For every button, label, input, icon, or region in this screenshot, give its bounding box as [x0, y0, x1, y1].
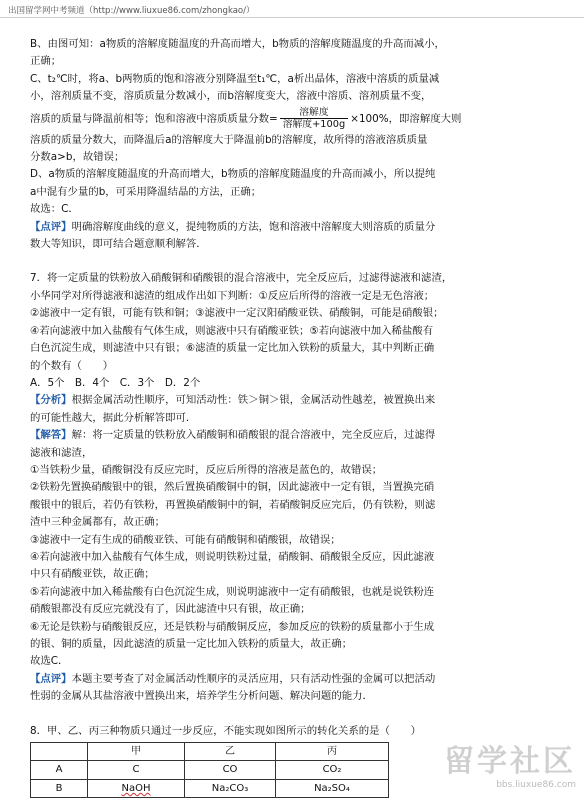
text-line: C、t₂℃时，将a、b两物质的饱和溶液分别降温至t₁℃，a析出晶体，溶液中溶质的质量减: [30, 72, 440, 85]
text-segment: 根据金属活动性顺序，可知活动性：铁＞铜＞银，金属活动性越差，被置换出来: [71, 394, 436, 407]
text-line: B、由图可知：a物质的溶解度随温度的升高而增大，b物质的溶解度随温度的升高而减小，: [30, 38, 445, 50]
question-line: 7．将一定质量的铁粉放入硝酸铜和硝酸银的混合溶液中，完全反应后，过滤得滤液和滤渣，: [30, 272, 453, 285]
formula-line: [30, 106, 556, 132]
spacer: [30, 253, 556, 270]
table-cell: C: [88, 761, 185, 779]
analysis-tag: 【分析】: [30, 394, 72, 407]
text-segment: 溶质的质量与降温前相等；饱和溶液中溶质质量分数=: [30, 112, 278, 125]
text-line: 数大等知识，即可结合题意顺利解答．: [30, 238, 207, 251]
text-segment: 明确溶解度曲线的意义，提纯物质的方法，饱和溶液中溶解度大则溶质的质量分: [71, 220, 436, 233]
table-header-cell: 丙: [276, 743, 389, 761]
table-cell: CO₂: [276, 761, 389, 779]
fraction-numerator: 溶解度: [280, 107, 349, 119]
text-line: ①当铁粉少量，硝酸铜没有反应完时，反应后所得的溶液是蓝色的，故错误；: [30, 463, 383, 476]
question-line: ④若向滤液中加入盐酸有气体生成，则滤液中只有硝酸亚铁；⑤若向滤液中加入稀盐酸有: [30, 324, 434, 337]
question-line: 白色沉淀生成，则滤渣中只有银；⑥滤渣的质量一定比加入铁粉的质量大，其中判断正确: [30, 342, 435, 355]
text-line: 的银、铜的质量，因此滤渣的质量一定比加入铁粉的质量大，故正确；: [30, 638, 353, 650]
table-cell: CO: [185, 761, 276, 779]
watermark-logo-text: 留学社区: [444, 744, 576, 779]
question-line: 小华同学对所得滤液和滤渣的组成作出如下判断：①反应后所得的溶液一定是无色溶液；: [30, 289, 435, 302]
table-cell: Na₂SO₄: [276, 779, 389, 797]
text-line: 的可能性越大，据此分析解答即可．: [30, 411, 197, 424]
table-header-cell: 甲: [88, 743, 185, 761]
watermark-url: bbs.liuxue86.com: [496, 780, 576, 790]
text-line: ⑤若向滤液中加入稀盐酸有白色沉淀生成，则说明滤液中一定有硝酸银，也就是说铁粉连: [30, 585, 435, 598]
table-header-cell: [31, 743, 88, 761]
table-cell: NaOH: [88, 779, 185, 797]
watermark: [444, 736, 576, 790]
text-line: D、a物质的溶解度随温度的升高而增大，b物质的溶解度随温度的升高而减小，所以提纯: [30, 168, 436, 181]
text-segment: 本题主要考查了对金属活动性顺序的灵活应用，只有活动性强的金属可以把活动: [71, 672, 436, 685]
text-line: ③滤液中一定有生成的硝酸亚铁、可能有硝酸铜和硝酸银，故错误；: [30, 533, 341, 546]
table-row: [31, 779, 389, 797]
text-line: ②铁粉先置换硝酸银中的银，然后置换硝酸铜中的铜，因此滤液中一定有银，当置换完硝: [30, 481, 435, 494]
header-divider: [0, 17, 584, 18]
comment-tag: 【点评】: [30, 672, 72, 685]
text-line: 硝酸银都没有反应完就没有了，因此滤渣中只有银，故正确；: [30, 603, 311, 616]
text-line: 滤液和滤渣，: [30, 446, 93, 459]
text-line: ④若向滤液中加入盐酸有气体生成，则说明铁粉过量，硝酸铜、硝酸银全反应，因此滤液: [30, 550, 435, 563]
table-header-cell: 乙: [185, 743, 276, 761]
table-cell: B: [31, 779, 88, 797]
answer-line: 故选：C．: [30, 203, 79, 216]
text-line: 小，溶剂质量不变，溶质质量分数减小，而b溶解度变大，溶液中溶质、溶剂质量不变，: [30, 90, 432, 103]
solution-tag: 【解答】: [30, 429, 72, 442]
text-line: 正确；: [30, 55, 62, 68]
table-cell: A: [31, 761, 88, 779]
comment-line: [30, 219, 556, 236]
text-line: ⑥无论是铁粉与硝酸银反应，还是铁粉与硝酸铜反应，参加反应的铁粉的质量都小于生成: [30, 620, 435, 633]
comment-line: [30, 671, 556, 688]
text-segment: 解：将一定质量的铁粉放入硝酸铜和硝酸银的混合溶液中，完全反应后，过滤得: [71, 429, 436, 442]
question-line: 的个数有（ ）: [30, 359, 114, 372]
text-line: 性弱的金属从其盐溶液中置换出来，培养学生分析问题、解决问题的能力．: [30, 690, 373, 703]
fraction: [280, 107, 349, 130]
fraction-denominator: 溶解度+100g: [282, 119, 346, 131]
options-line: A．5个 B．4个 C．3个 D．2个: [30, 376, 201, 389]
comment-tag: 【点评】: [30, 220, 72, 233]
table-row: [31, 761, 389, 779]
text-line: a中混有少量的b，可采用降温结晶的方法，正确；: [30, 185, 262, 198]
text-segment: ×100%，即溶解度大则: [350, 112, 462, 125]
text-line: 溶质的质量分数大，而降温后a的溶解度大于降温前b的溶解度，故所得的溶液溶质质量: [30, 133, 428, 146]
text-line: 分数a>b，故错误；: [30, 151, 125, 164]
page-header: 出国留学网中考频道（http://www.liuxue86.com/zhongkao/）: [8, 6, 255, 16]
table-header-row: [31, 743, 389, 761]
table-cell: Na₂CO₃: [185, 779, 276, 797]
spacer: [30, 706, 556, 723]
question-line: ②滤液中一定有银，可能有铁和铜；③滤液中一定汉阳硝酸亚铁、硝酸铜，可能是硝酸银；: [30, 307, 444, 320]
answer-line: 故选C．: [30, 655, 69, 668]
analysis-line: [30, 392, 556, 409]
text-line: 渣中三种金属都有，故正确；: [30, 516, 166, 529]
text-line: 中只有硝酸亚铁，故正确；: [30, 568, 155, 581]
document-body: [30, 36, 556, 798]
options-table: [30, 742, 389, 798]
question-line: 8．甲、乙、丙三种物质只通过一步反应，不能实现如图所示的转化关系的是（ ）: [30, 724, 422, 737]
solution-line: [30, 427, 556, 444]
text-line: 酸银中的银后，若仍有铁粉，再置换硝酸铜中的铜，若硝酸铜反应完后，仍有铁粉，则滤: [30, 498, 436, 511]
